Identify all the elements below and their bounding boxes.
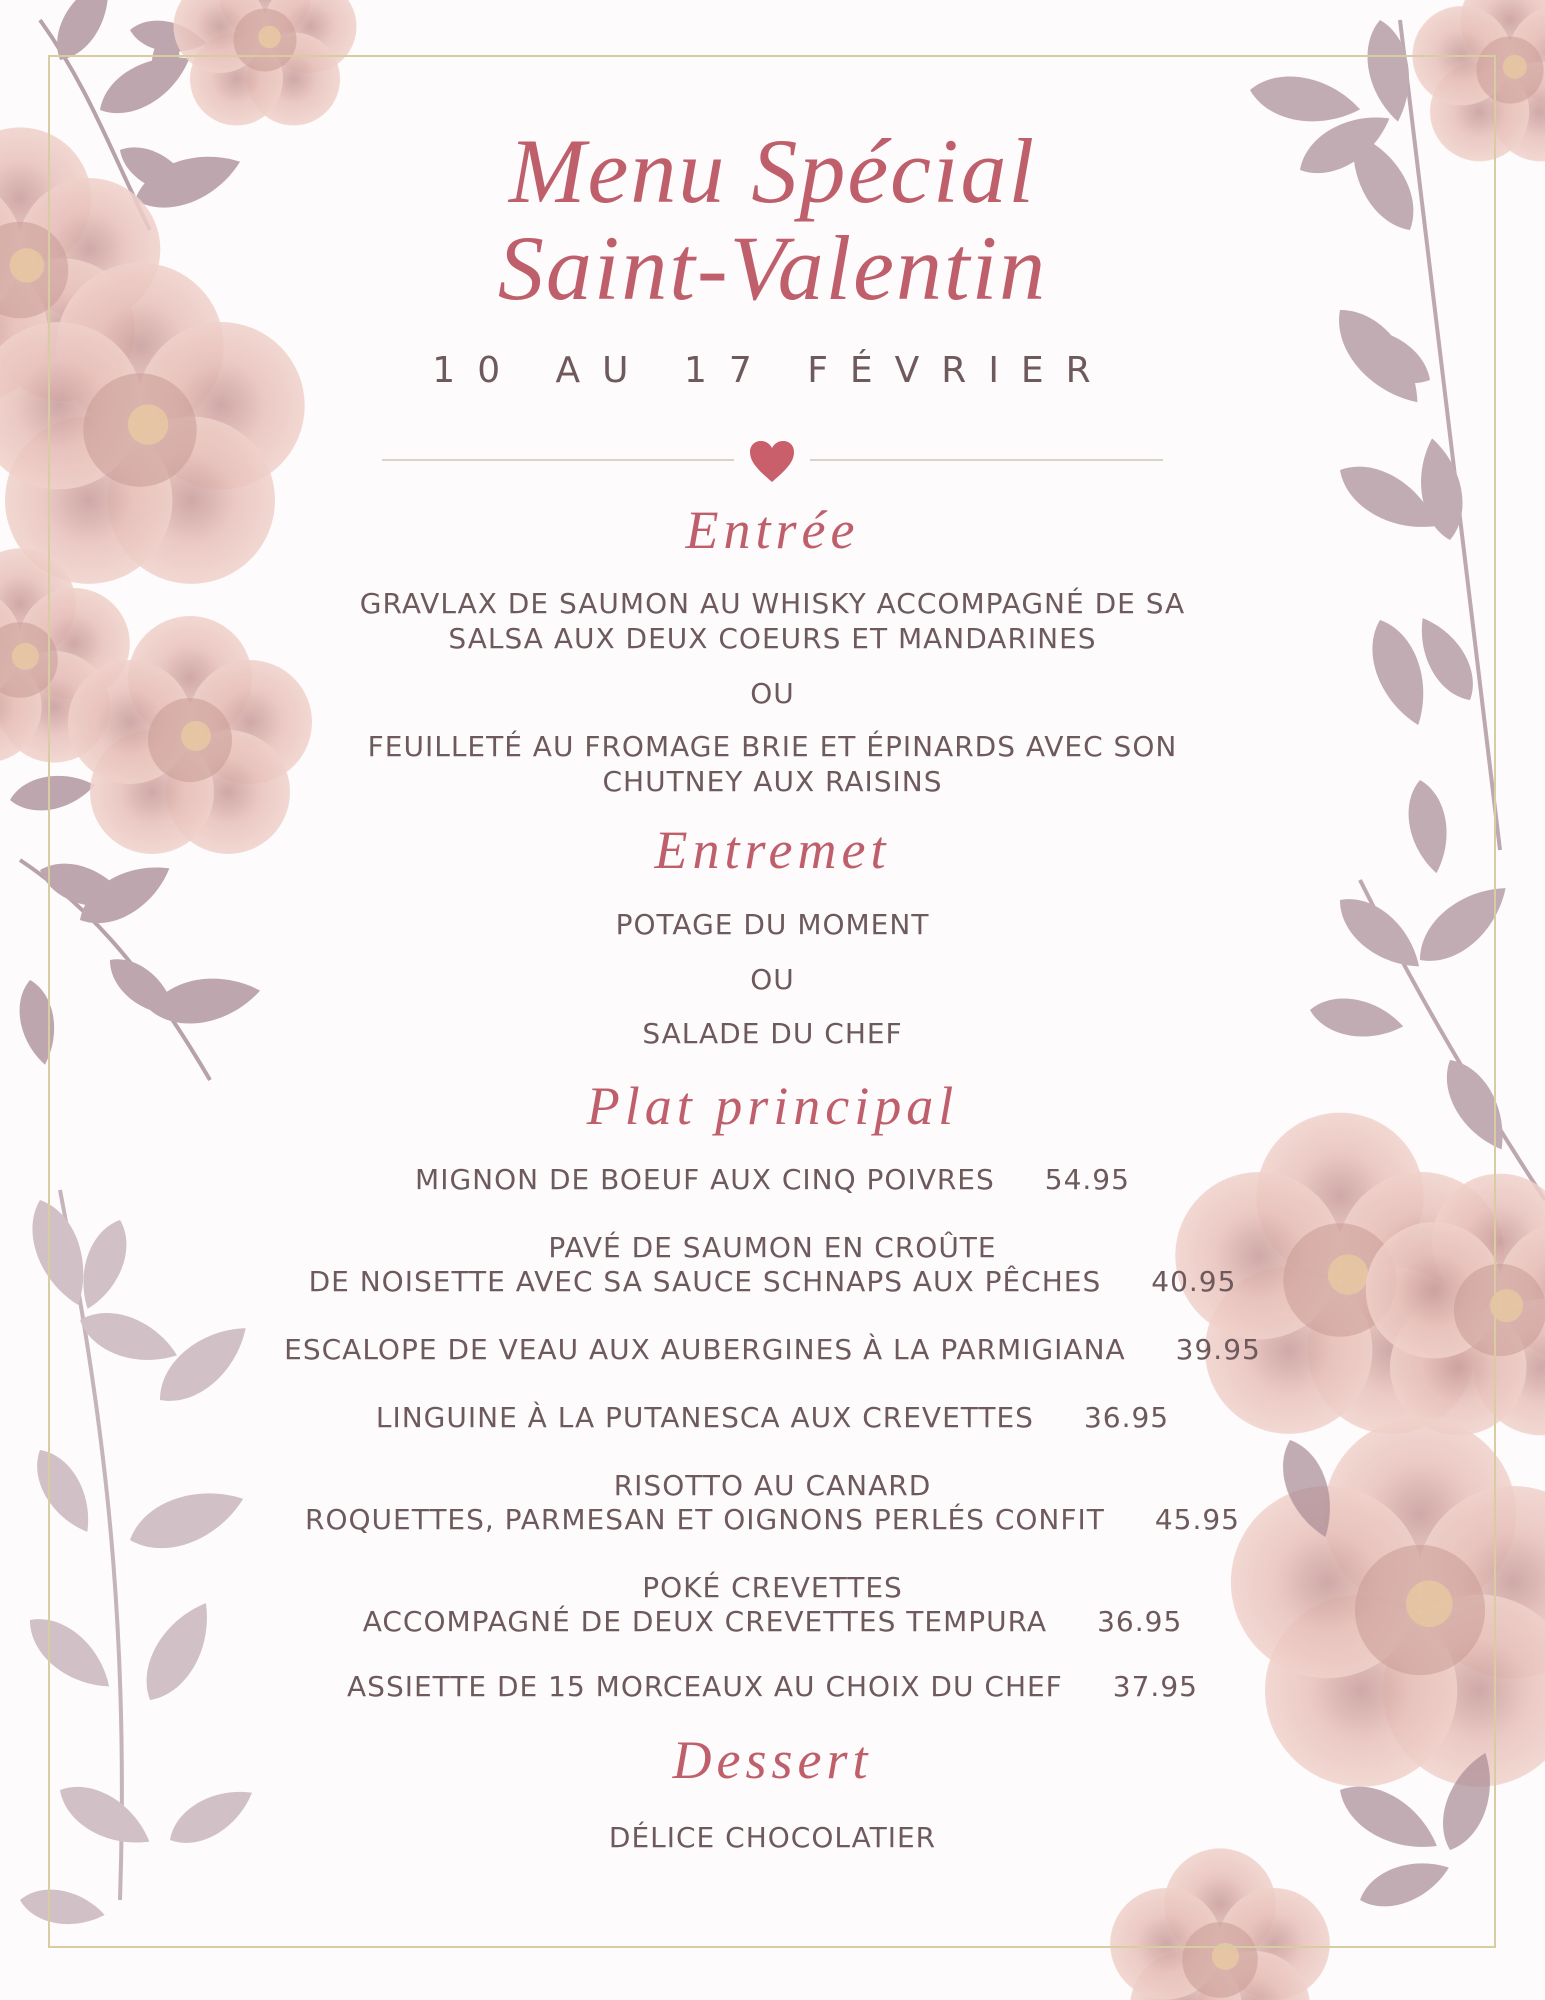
plat-item-2-line-1: PAVÉ DE SAUMON EN CROÛTE: [548, 1231, 997, 1264]
divider-right: [810, 459, 1163, 461]
entree-item-2-line-2: CHUTNEY AUX RAISINS: [602, 765, 943, 798]
plat-item-6: [0, 1604, 1545, 1639]
divider-left: [382, 459, 734, 461]
entremet-or: OU: [750, 963, 795, 996]
plat-item-7-name: ASSIETTE DE 15 MORCEAUX AU CHOIX DU CHEF: [347, 1670, 1063, 1703]
plat-item-6-line-1: POKÉ CREVETTES: [642, 1571, 903, 1604]
section-heading-entree: Entrée: [685, 500, 860, 560]
plat-item-7: [0, 1669, 1545, 1704]
plat-item-2-name: DE NOISETTE AVEC SA SAUCE SCHNAPS AUX PÊCHES: [308, 1265, 1102, 1298]
dessert-item-1: DÉLICE CHOCOLATIER: [608, 1821, 937, 1854]
plat-item-5-price: 45.95: [1154, 1503, 1240, 1536]
plat-item-6-name: ACCOMPAGNÉ DE DEUX CREVETTES TEMPURA: [362, 1605, 1048, 1638]
entree-item-1-line-1: GRAVLAX DE SAUMON AU WHISKY ACCOMPAGNÉ DE SA: [359, 587, 1186, 620]
plat-item-1-name: MIGNON DE BOEUF AUX CINQ POIVRES: [415, 1163, 995, 1196]
plat-item-3: [0, 1332, 1545, 1367]
plat-item-5-name: ROQUETTES, PARMESAN ET OIGNONS PERLÉS CONFIT: [304, 1503, 1105, 1536]
section-heading-dessert: Dessert: [672, 1730, 873, 1790]
entremet-item-1: POTAGE DU MOMENT: [615, 908, 930, 941]
plat-item-3-price: 39.95: [1175, 1333, 1261, 1366]
plat-item-5: [0, 1502, 1545, 1537]
plat-item-4-price: 36.95: [1083, 1401, 1170, 1434]
menu-title-line-1: Menu Spécial: [508, 120, 1037, 222]
plat-item-4-name: LINGUINE À LA PUTANESCA AUX CREVETTES: [375, 1401, 1034, 1434]
menu-dates: 10 AU 17 FÉVRIER: [432, 350, 1113, 391]
plat-item-2-price: 40.95: [1151, 1265, 1237, 1298]
plat-item-3-name: ESCALOPE DE VEAU AUX AUBERGINES À LA PARMIGIANA: [284, 1333, 1126, 1366]
plat-item-1: [0, 1162, 1545, 1197]
plat-item-1-price: 54.95: [1044, 1163, 1130, 1196]
entree-item-1-line-2: SALSA AUX DEUX COEURS ET MANDARINES: [448, 622, 1097, 655]
plat-item-2: [0, 1264, 1545, 1299]
plat-item-6-price: 36.95: [1097, 1605, 1183, 1638]
plat-item-7-price: 37.95: [1112, 1670, 1198, 1703]
heart-icon: [748, 440, 796, 484]
entree-item-2-line-1: FEUILLETÉ AU FROMAGE BRIE ET ÉPINARDS AVEC SON: [367, 730, 1178, 763]
entremet-item-2: SALADE DU CHEF: [642, 1017, 903, 1050]
menu-title-line-2: Saint-Valentin: [497, 217, 1048, 319]
plat-item-4: [0, 1400, 1545, 1435]
section-heading-entremet: Entremet: [654, 820, 891, 880]
section-heading-plat-principal: Plat principal: [586, 1076, 959, 1136]
entree-or: OU: [750, 677, 795, 710]
plat-item-5-line-1: RISOTTO AU CANARD: [613, 1469, 932, 1502]
